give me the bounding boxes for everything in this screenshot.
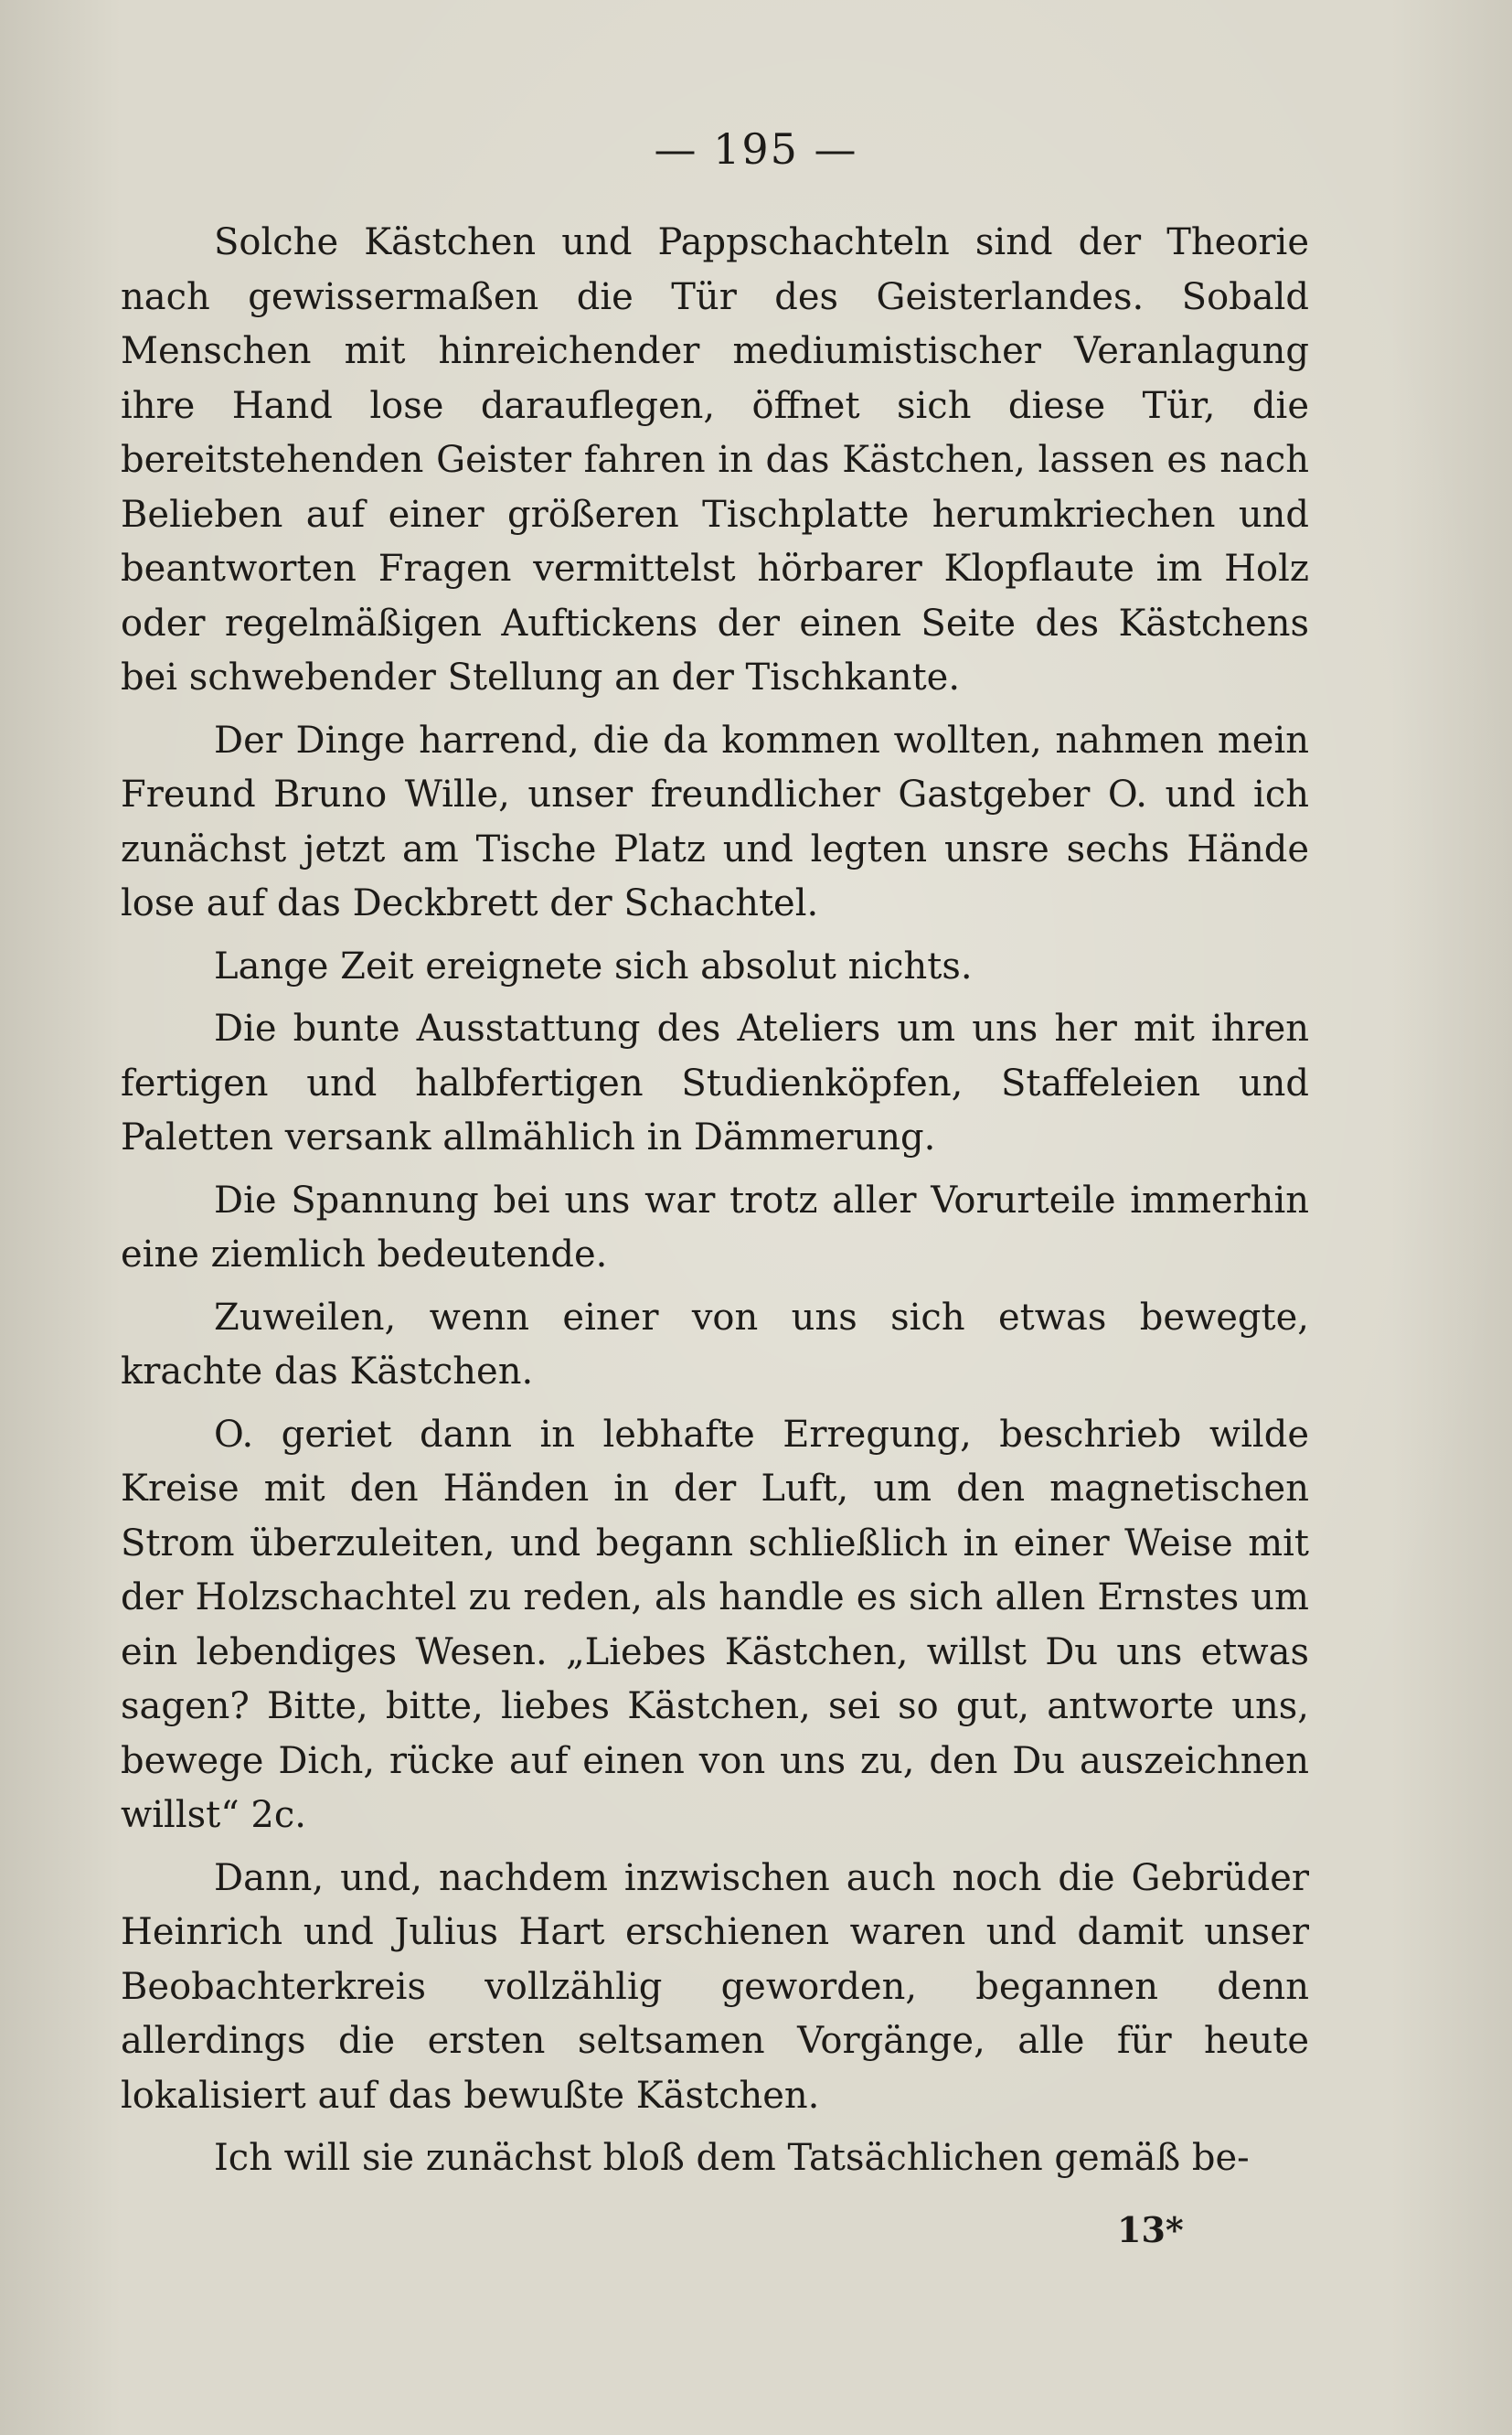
body-text	[121, 216, 1309, 2195]
paragraph: Der Dinge harrend, die da kommen wollten, nahmen mein Freund Bruno Wille, unser freundlicher Gastgeber O. und ich zunächst jetzt am Tische Platz und legten unsre sechs Hände lose auf das Deckbrett der Schachtel.	[121, 719, 1309, 924]
paragraph: Solche Kästchen und Pappschachteln sind der Theorie nach gewissermaßen die Tür des Geisterlandes. Sobald Menschen mit hinreichender mediumistischer Veranlagung ihre Hand lose darauflegen, öffnet sich diese Tür, die bereitstehenden Geister fahren in das Kästchen, lassen es nach Belieben auf einer größeren Tischplatte herumkriechen und beantworten Fragen vermittelst hörbarer Klopflaute im Holz oder regelmäßigen Auftickens der einen Seite des Kästchens bei schwebender Stellung an der Tischkante.	[121, 221, 1309, 699]
page-number-header: — 195 —	[654, 124, 858, 174]
paragraph: Die Spannung bei uns war trotz aller Vorurteile immerhin eine ziemlich bedeutende.	[121, 1179, 1309, 1276]
paragraph: Die bunte Ausstattung des Ateliers um uns her mit ihren fertigen und halbfertigen Studienköpfen, Staffeleien und Paletten versank allmählich in Dämmerung.	[121, 1008, 1309, 1159]
printer-signature-mark: 13*	[1117, 2209, 1184, 2250]
paragraph: O. geriet dann in lebhafte Erregung, beschrieb wilde Kreise mit den Händen in der Luft, um den magnetischen Strom überzuleiten, und begann schließlich in einer Weise mit der Holzschachtel zu reden, als handle es sich allen Ernstes um ein lebendiges Wesen. „Liebes Kästchen, willst Du uns etwas sagen? Bitte, bitte, liebes Kästchen, sei so gut, antworte uns, bewege Dich, rücke auf einen von uns zu, den Du auszeichnen willst“ 2c.	[121, 1413, 1309, 1836]
paragraph: Lange Zeit ereignete sich absolut nichts.	[214, 945, 973, 988]
paragraph: Dann, und, nachdem inzwischen auch noch die Gebrüder Heinrich und Julius Hart erschienen waren und damit unser Beobachterkreis vollzählig geworden, begannen denn allerdings die ersten seltsamen Vorgänge, alle für heute lokalisiert auf das bewußte Kästchen.	[121, 1856, 1309, 2117]
paragraph: Ich will sie zunächst bloß dem Tatsächlichen gemäß be-	[214, 2137, 1250, 2179]
paragraph: Zuweilen, wenn einer von uns sich etwas bewegte, krachte das Kästchen.	[121, 1296, 1309, 1393]
